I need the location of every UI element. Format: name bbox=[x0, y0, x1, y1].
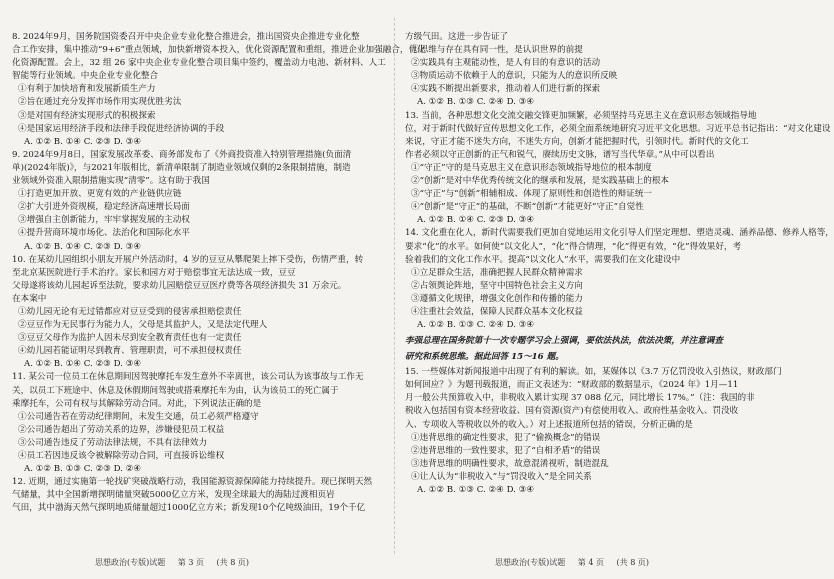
statement-option: ①违背思维的确定性要求，犯了“偷换概念”的错误 bbox=[411, 432, 601, 443]
question-stem: 11. 某公司一位员工在休息期间因驾驶摩托车发生意外不幸离世，该公司认为该事故与工作无 bbox=[12, 372, 364, 383]
text-line: 方级气田。这进一步告证了 bbox=[405, 32, 509, 42]
statement-option: ②“创新”是对中华优秀传统文化的继承和发展，是实践基础上的根本 bbox=[411, 176, 670, 187]
answer-choices: A. ①② B. ①③ C. ②④ D. ③④ bbox=[417, 320, 535, 331]
answer-choices: A. ①② B. ①③ C. ②④ D. ③④ bbox=[417, 97, 535, 108]
footer-page: 第 3 页 bbox=[177, 558, 204, 567]
statement-option: ①“守正”守的是马克思主义在意识形态领域指导地位的根本制度 bbox=[411, 162, 652, 173]
text-line: 要求“化”的水平。如何使“以文化人”，“化”得合情理，“化”得更有效，“化”得效果好，考 bbox=[405, 241, 742, 252]
text-line: 来说，守正才能不迷失方向，不迷失方向，创新才能把握时代，引领时代。新时代的文化工 bbox=[405, 136, 749, 147]
statement-option: ③增强自主创新能力，牢牢掌握发展的主动权 bbox=[18, 215, 190, 226]
statement-option: ①幼儿园无论有无过错都应对豆豆受到的侵害承担赔偿责任 bbox=[18, 306, 242, 317]
text-line: 月一般公共预算收入中，非税收入累计实现 37 088 亿元，同比增长 17%。”（注：我国的非 bbox=[405, 393, 755, 404]
text-line: 气田，其中渤海天然气探明地质储量超过1000亿立方米；新发现10个亿吨级油田，19个千亿 bbox=[12, 503, 366, 514]
statement-option: ①公司通告若在劳动纪律期间，未发生交通，员工必须严格遵守 bbox=[18, 411, 259, 422]
footer-right bbox=[495, 557, 659, 568]
answer-choices: A. ①② B. ①③ C. ②④ D. ③④ bbox=[417, 485, 535, 495]
text-line: 位，对于新时代做好宣传思想文化工作，必须全面系统地研究习近平文化思想。习近平总书记指出：“对文化建设 bbox=[405, 123, 831, 134]
statement-option: ④实践不断提出新要求，推动着人们进行新的探索 bbox=[411, 84, 601, 95]
statement-option: ③物质运动不依赖于人的意识，只能为人的意识所反映 bbox=[411, 71, 618, 82]
footer-page: 第 4 页 bbox=[577, 558, 604, 567]
statement-option: ①打造更加开放、更宽有效的产业链供应链 bbox=[18, 189, 182, 200]
statement-option: ②违背思维的一致性要求，犯了“自相矛盾”的错误 bbox=[411, 445, 601, 456]
instruction-note-2: 研究和系统思维。据此回答 15～16 题。 bbox=[405, 352, 564, 363]
footer-subject: 思想政治(专版)试题 bbox=[495, 558, 566, 567]
text-line: 在本案中 bbox=[12, 293, 47, 304]
statement-option: ②豆豆作为无民事行为能力人，父母是其监护人，又是法定代理人 bbox=[18, 320, 268, 331]
text-line: 关，以员工下班途中、休息及休假期间驾驶或搭乘摩托车为由，认为该员工的死亡属于 bbox=[12, 385, 339, 396]
footer-subject: 思想政治(专版)试题 bbox=[95, 558, 166, 567]
statement-option: ③豆豆父母作为监护人因未尽到安全教育责任也有一定责任 bbox=[18, 333, 242, 344]
footer-total: (共 8 页) bbox=[216, 558, 249, 567]
text-line: 合工作安排，集中推动“9+6”重点领域，加快新增资本投入，优化资源配置和重组，推进企业加强融合，优化 bbox=[12, 45, 426, 56]
text-line: 智能等行业领域。中央企业专业化整合 bbox=[12, 71, 159, 82]
statement-option: ②公司通告超出了劳动关系的边界，涉嫌侵犯员工权益 bbox=[18, 424, 225, 435]
statement-option: ③遵循文化规律，增强文化创作和传播的能力 bbox=[411, 293, 583, 304]
text-line: 作者必须以守正创新的正气和锐气，赓续历史文脉，谱写当代华章。”从中可以看出 bbox=[405, 149, 715, 160]
footer-total: (共 8 页) bbox=[616, 558, 649, 567]
statement-option: ④是国家运用经济手段和法律手段促进经济协调的手段 bbox=[18, 123, 225, 134]
left-column bbox=[12, 31, 426, 515]
answer-choices: A. ①② B. ①④ C. ②③ D. ③④ bbox=[24, 136, 142, 147]
statement-option: ④幼儿园若能证明尽到教育、管理职责，可不承担侵权责任 bbox=[18, 346, 242, 357]
text-line: 如何回应？》为题刊载报道，而正文表述为：“财政部的数据显示，《2024 年》1月—11 bbox=[405, 380, 739, 391]
question-stem: 12. 近期，通过实施第一轮找矿突破战略行动，我国能源资源保障能力持续提升。现已探明天然 bbox=[12, 477, 373, 488]
answer-choices: A. ①② B. ①④ C. ②③ D. ③④ bbox=[24, 241, 142, 252]
statement-option: ③是对国有经济实现形式的积极探索 bbox=[18, 110, 156, 121]
question-stem: 14. 文化重在化人，新时代需要我们更加自觉地运用文化引导人们坚定理想、塑造灵魂、涵养品德、修养人格等， bbox=[405, 228, 834, 239]
text-line: 入、专项收入等税收以外的收入。）对上述报道所包括的错误，分析正确的是 bbox=[405, 419, 693, 430]
statement-option: ③公司通告违反了劳动法律法规，不具有法律效力 bbox=[18, 437, 208, 448]
text-line: 单)(2024年版)》，与2021年版相比，新清单限制了制造业领域仅剩的2条限制措施，制造 bbox=[12, 162, 351, 173]
text-line: 业领域外资准入限制措施实现“清零”。这有助于我国 bbox=[12, 176, 210, 187]
statement-option: ④“创新”是“守正”的基础，不断“创新”才能更好“守正”自觉性 bbox=[411, 202, 644, 213]
statement-option: ①立足群众生活，准确把握人民群众精神需求 bbox=[411, 267, 583, 278]
right-column bbox=[405, 31, 834, 497]
question-stem: 9. 2024年9月8日，国家发展改革委、商务部发布了《外商投资准入特别管理措施(负面清 bbox=[12, 149, 352, 160]
statement-option: ②旨在通过充分发挥市场作用实现优胜劣汰 bbox=[18, 97, 182, 108]
text-line: 税收入包括国有资本经营收益、国有资源(资产)有偿使用收入、政府性基金收入、罚没收 bbox=[405, 406, 739, 417]
text-line: 至北京某医院进行手术治疗。家长和园方对于赔偿事宜无法达成一致，豆豆 bbox=[12, 267, 296, 278]
answer-choices: A. ①② B. ①③ C. ②③ D. ②④ bbox=[24, 464, 142, 475]
statement-option: ④员工若因违反该令被解除劳动合同，可直接诉讼维权 bbox=[18, 451, 225, 461]
column-divider bbox=[394, 18, 395, 554]
question-stem: 13. 当前，各种思想文化交流交融交锋更加频繁，必须坚持马克思主义在意识形态领域指导地 bbox=[405, 110, 757, 121]
statement-option: ②占领舆论阵地，坚守中国特色社会主义方向 bbox=[411, 280, 583, 291]
statement-option: ④让人认为“非税收入”与“罚没收入”是全同关系 bbox=[411, 471, 592, 482]
question-stem: 10. 在某幼儿园组织小朋友开展户外活动时，4 岁的豆豆从攀爬架上摔下受伤，伤情严重，转 bbox=[12, 254, 364, 265]
text-line: 乘摩托车，公司有权与其解除劳动合同。对此，下列说法正确的是 bbox=[12, 398, 262, 409]
answer-choices: A. ①② B. ①④ C. ②③ D. ③④ bbox=[24, 359, 142, 370]
statement-option: ③违背思维的明确性要求，故意混淆视听，制造混乱 bbox=[411, 458, 609, 469]
question-stem: 15. 一些媒体对新闻报道中出现了有利的解读。如，某媒体以《3.7 万亿罚没收入引热议，财政部门 bbox=[405, 367, 782, 378]
statement-option: ①思维与存在具有同一性，是认识世界的前提 bbox=[411, 45, 583, 56]
statement-option: ②实践具有主观能动性，是人有目的有意识的活动 bbox=[411, 58, 601, 69]
statement-option: ③“守正”与“创新”相辅相成、体现了原则性和创造性的辩证统一 bbox=[411, 189, 653, 200]
text-line: 验着我们的文化工作水平。提高“以文化人”水平，需要我们在文化建设中 bbox=[405, 254, 681, 265]
statement-option: ④注重社会效益，保障人民群众基本文化权益 bbox=[411, 306, 583, 317]
footer-left bbox=[95, 557, 259, 568]
statement-option: ①有利于加快培育和发展新质生产力 bbox=[18, 84, 156, 95]
statement-option: ②扩大引进外资规模，稳定经济高速增长局面 bbox=[18, 202, 190, 213]
text-line: 气储量，其中全国新增探明储量突破5000亿立方米，发现全球最大的海陆过渡相页岩 bbox=[12, 490, 335, 501]
text-line: 父母遂将该幼儿园起诉至法院，要求幼儿园赔偿豆豆医疗费等各项经济损失 31 万余元。 bbox=[12, 280, 347, 291]
answer-choices: A. ①② B. ①④ C. ②③ D. ③④ bbox=[417, 215, 535, 226]
question-stem: 8. 2024年9月，国务院国资委召开中央企业专业化整合推进会，推出国资央企推进专业化整 bbox=[12, 32, 360, 42]
text-line: 化资源配置。会上，32 组 26 家中央企业专业化整合项目集中签约，覆盖动力电池、新材料、人工 bbox=[12, 58, 386, 69]
statement-option: ④提升营商环境市场化、法治化和国际化水平 bbox=[18, 228, 190, 239]
instruction-note: 李强总理在国务院第十一次专题学习会上强调，要依法执法，依法决策，并注意调查 bbox=[405, 336, 723, 347]
